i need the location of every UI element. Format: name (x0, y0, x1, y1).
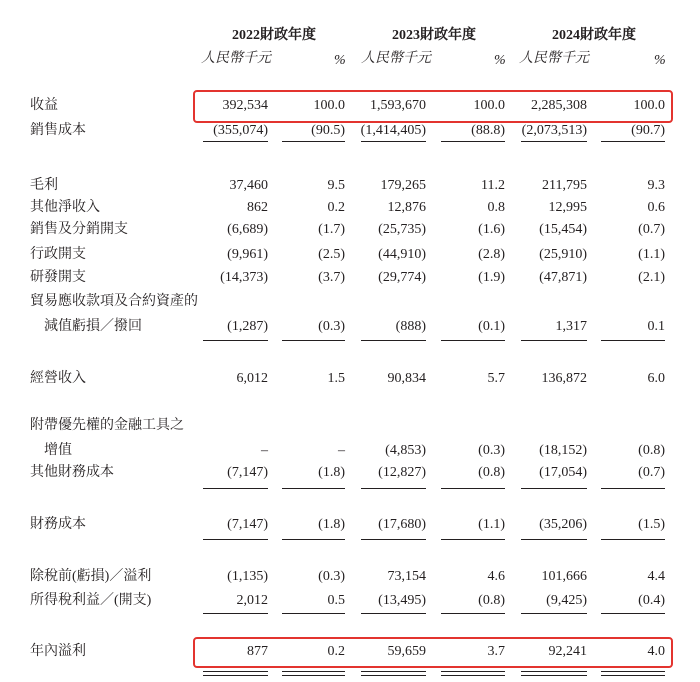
rule-line (203, 613, 268, 614)
double-rule-line (441, 671, 505, 676)
highlight-revenue (193, 90, 673, 123)
cell-impairment-pct-2023: (0.1) (478, 319, 505, 334)
label-revenue: 收益 (30, 98, 58, 113)
cell-admin-pct-2023: (2.8) (478, 247, 505, 262)
year-header-2024: 2024財政年度 (552, 28, 636, 43)
cell-operating-pct-2022: 1.5 (327, 371, 345, 386)
cell-rnd-pct-2023: (1.9) (478, 270, 505, 285)
cell-finance-cost-rmb-2023: (17,680) (378, 517, 426, 532)
unit-pct-2024: % (654, 53, 666, 68)
rule-line (203, 340, 268, 341)
cell-selling-pct-2022: (1.7) (318, 222, 345, 237)
cell-other-fin-rmb-2023: (12,827) (378, 465, 426, 480)
cell-pref-fin-rmb-2024: (18,152) (539, 443, 587, 458)
unit-rmb-2024: 人民幣千元 (519, 51, 589, 66)
cell-pref-fin-rmb-2023: (4,853) (385, 443, 426, 458)
cell-cost-of-sales-rmb-2024: (2,073,513) (521, 123, 587, 138)
cell-cost-of-sales-pct-2023: (88.8) (471, 123, 505, 138)
cell-operating-rmb-2023: 90,834 (387, 371, 426, 386)
rule-line (601, 340, 665, 341)
cell-selling-rmb-2022: (6,689) (227, 222, 268, 237)
cell-tax-pct-2022: 0.5 (327, 593, 345, 608)
cell-other-fin-rmb-2022: (7,147) (227, 465, 268, 480)
cell-selling-rmb-2024: (15,454) (539, 222, 587, 237)
cell-cost-of-sales-rmb-2022: (355,074) (213, 123, 268, 138)
unit-rmb-2022: 人民幣千元 (201, 51, 271, 66)
cell-revenue-pct-2023: 100.0 (473, 98, 505, 113)
unit-pct-2023: % (494, 53, 506, 68)
cell-gross-profit-pct-2024: 9.3 (647, 178, 665, 193)
cell-net-profit-pct-2023: 3.7 (487, 644, 505, 659)
cell-net-profit-rmb-2024: 92,241 (548, 644, 587, 659)
cell-tax-rmb-2023: (13,495) (378, 593, 426, 608)
cell-net-profit-pct-2024: 4.0 (647, 644, 665, 659)
year-header-2022: 2022財政年度 (232, 28, 316, 43)
cell-gross-profit-rmb-2022: 37,460 (229, 178, 268, 193)
cell-rnd-pct-2024: (2.1) (638, 270, 665, 285)
cell-rnd-rmb-2022: (14,373) (220, 270, 268, 285)
label-gross-profit: 毛利 (30, 178, 58, 193)
rule-line (203, 539, 268, 540)
cell-admin-rmb-2022: (9,961) (227, 247, 268, 262)
cell-admin-rmb-2023: (44,910) (378, 247, 426, 262)
cell-other-fin-rmb-2024: (17,054) (539, 465, 587, 480)
label-impairment-2: 減值虧損／撥回 (44, 319, 142, 334)
cell-other-income-pct-2024: 0.6 (647, 200, 665, 215)
cell-impairment-rmb-2024: 1,317 (555, 319, 587, 334)
cell-revenue-pct-2024: 100.0 (633, 98, 665, 113)
cell-gross-profit-pct-2023: 11.2 (481, 178, 505, 193)
cell-cost-of-sales-pct-2024: (90.7) (631, 123, 665, 138)
label-impairment-1: 貿易應收款項及合約資產的 (30, 294, 198, 309)
cell-tax-pct-2024: (0.4) (638, 593, 665, 608)
cell-finance-cost-pct-2023: (1.1) (478, 517, 505, 532)
unit-pct-2022: % (334, 53, 346, 68)
cell-pref-fin-pct-2023: (0.3) (478, 443, 505, 458)
cell-selling-pct-2023: (1.6) (478, 222, 505, 237)
label-tax: 所得稅利益／(開支) (30, 593, 152, 608)
rule-line (441, 539, 505, 540)
cell-rnd-pct-2022: (3.7) (318, 270, 345, 285)
cell-revenue-rmb-2023: 1,593,670 (370, 98, 426, 113)
rule-line (361, 539, 426, 540)
rule-line (601, 613, 665, 614)
rule-line (203, 488, 268, 489)
unit-rmb-2023: 人民幣千元 (361, 51, 431, 66)
cell-pretax-pct-2022: (0.3) (318, 569, 345, 584)
cell-pretax-pct-2023: 4.6 (487, 569, 505, 584)
label-admin: 行政開支 (30, 247, 86, 262)
rule-line (282, 613, 345, 614)
cell-pretax-rmb-2022: (1,135) (227, 569, 268, 584)
cell-pretax-pct-2024: 4.4 (647, 569, 665, 584)
cell-gross-profit-rmb-2023: 179,265 (380, 178, 426, 193)
label-other-income: 其他淨收入 (30, 200, 100, 215)
label-pretax: 除稅前(虧損)／溢利 (30, 569, 152, 584)
rule-line (521, 488, 587, 489)
double-rule-line (361, 671, 426, 676)
cell-other-income-rmb-2023: 12,876 (387, 200, 426, 215)
rule-line (441, 340, 505, 341)
cell-finance-cost-rmb-2022: (7,147) (227, 517, 268, 532)
cell-other-fin-pct-2024: (0.7) (638, 465, 665, 480)
rule-line (361, 488, 426, 489)
cell-tax-rmb-2022: 2,012 (236, 593, 268, 608)
rule-line (601, 539, 665, 540)
label-pref-fin-2: 增值 (44, 443, 72, 458)
rule-line (601, 141, 665, 142)
cell-tax-rmb-2024: (9,425) (546, 593, 587, 608)
cell-net-profit-pct-2022: 0.2 (327, 644, 345, 659)
cell-other-income-rmb-2022: 862 (247, 200, 268, 215)
double-rule-line (601, 671, 665, 676)
rule-line (441, 141, 505, 142)
label-other-fin: 其他財務成本 (30, 465, 114, 480)
cell-impairment-rmb-2023: (888) (395, 319, 426, 334)
cell-tax-pct-2023: (0.8) (478, 593, 505, 608)
cell-operating-rmb-2024: 136,872 (541, 371, 587, 386)
rule-line (361, 613, 426, 614)
cell-finance-cost-rmb-2024: (35,206) (539, 517, 587, 532)
double-rule-line (282, 671, 345, 676)
label-finance-cost: 財務成本 (30, 517, 86, 532)
cell-selling-pct-2024: (0.7) (638, 222, 665, 237)
rule-line (282, 488, 345, 489)
double-rule-line (521, 671, 587, 676)
cell-other-fin-pct-2023: (0.8) (478, 465, 505, 480)
cell-impairment-pct-2022: (0.3) (318, 319, 345, 334)
rule-line (203, 141, 268, 142)
cell-admin-pct-2024: (1.1) (638, 247, 665, 262)
cell-cost-of-sales-pct-2022: (90.5) (311, 123, 345, 138)
label-net-profit: 年內溢利 (30, 644, 86, 659)
cell-admin-rmb-2024: (25,910) (539, 247, 587, 262)
cell-selling-rmb-2023: (25,735) (378, 222, 426, 237)
rule-line (361, 141, 426, 142)
cell-operating-pct-2024: 6.0 (647, 371, 665, 386)
label-cost-of-sales: 銷售成本 (30, 123, 86, 138)
year-header-2023: 2023財政年度 (392, 28, 476, 43)
cell-admin-pct-2022: (2.5) (318, 247, 345, 262)
rule-line (521, 613, 587, 614)
cell-pretax-rmb-2023: 73,154 (387, 569, 426, 584)
label-rnd: 研發開支 (30, 270, 86, 285)
cell-operating-rmb-2022: 6,012 (236, 371, 268, 386)
rule-line (441, 613, 505, 614)
cell-revenue-rmb-2024: 2,285,308 (531, 98, 587, 113)
label-operating: 經營收入 (30, 371, 86, 386)
cell-pref-fin-pct-2022: – (338, 443, 345, 458)
cell-net-profit-rmb-2022: 877 (247, 644, 268, 659)
cell-impairment-pct-2024: 0.1 (647, 319, 665, 334)
rule-line (282, 340, 345, 341)
cell-other-income-rmb-2024: 12,995 (548, 200, 587, 215)
label-pref-fin-1: 附帶優先權的金融工具之 (30, 418, 184, 433)
cell-rnd-rmb-2024: (47,871) (539, 270, 587, 285)
cell-cost-of-sales-rmb-2023: (1,414,405) (360, 123, 426, 138)
rule-line (361, 340, 426, 341)
label-selling: 銷售及分銷開支 (30, 222, 128, 237)
cell-gross-profit-rmb-2024: 211,795 (542, 178, 587, 193)
cell-revenue-rmb-2022: 392,534 (222, 98, 268, 113)
cell-other-fin-pct-2022: (1.8) (318, 465, 345, 480)
cell-finance-cost-pct-2024: (1.5) (638, 517, 665, 532)
cell-other-income-pct-2022: 0.2 (327, 200, 345, 215)
rule-line (601, 488, 665, 489)
cell-other-income-pct-2023: 0.8 (487, 200, 505, 215)
cell-operating-pct-2023: 5.7 (487, 371, 505, 386)
rule-line (521, 340, 587, 341)
cell-net-profit-rmb-2023: 59,659 (387, 644, 426, 659)
cell-impairment-rmb-2022: (1,287) (227, 319, 268, 334)
rule-line (441, 488, 505, 489)
cell-gross-profit-pct-2022: 9.5 (327, 178, 345, 193)
double-rule-line (203, 671, 268, 676)
rule-line (521, 539, 587, 540)
cell-rnd-rmb-2023: (29,774) (378, 270, 426, 285)
cell-finance-cost-pct-2022: (1.8) (318, 517, 345, 532)
rule-line (521, 141, 587, 142)
cell-revenue-pct-2022: 100.0 (313, 98, 345, 113)
cell-pref-fin-pct-2024: (0.8) (638, 443, 665, 458)
highlight-net-profit (193, 637, 673, 668)
rule-line (282, 539, 345, 540)
cell-pref-fin-rmb-2022: – (261, 443, 268, 458)
cell-pretax-rmb-2024: 101,666 (541, 569, 587, 584)
rule-line (282, 141, 345, 142)
